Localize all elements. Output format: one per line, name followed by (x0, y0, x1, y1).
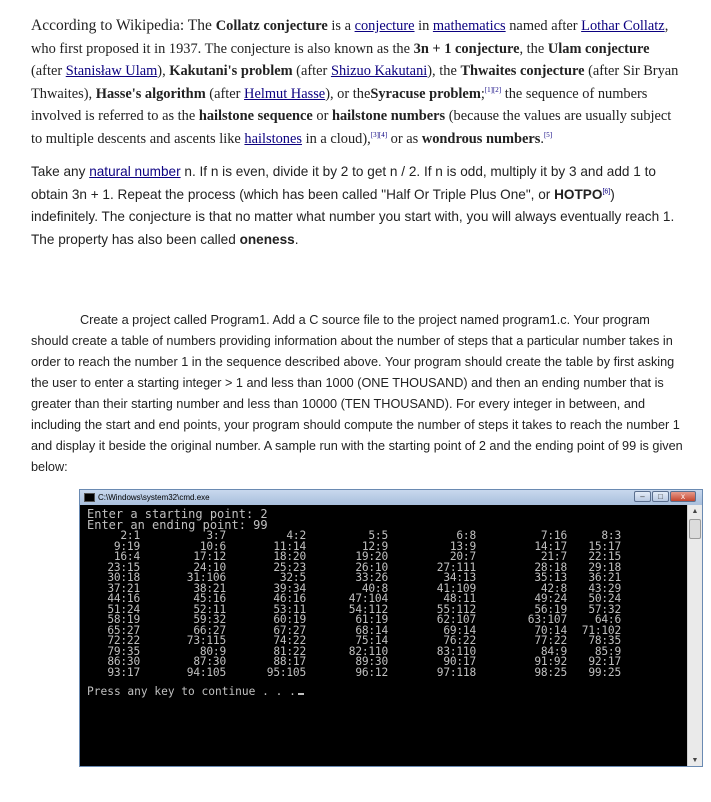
steps-cell: 59:32 (193, 613, 226, 626)
steps-cell: 83:110 (436, 644, 476, 658)
text-run: ), the (427, 63, 461, 79)
steps-cell: 11:14 (273, 539, 306, 553)
steps-cell: 9:19 (113, 539, 140, 553)
starting-point-prompt: Enter a starting point: 2 (87, 507, 268, 521)
steps-cell: 42:8 (540, 581, 567, 595)
text-run: in a cloud), (301, 130, 371, 147)
steps-cell: 84:9 (540, 644, 567, 658)
steps-cell: 90:17 (443, 655, 476, 668)
steps-column-2 (140, 531, 226, 678)
steps-column-1 (87, 531, 140, 678)
steps-cell: 10:6 (199, 539, 226, 553)
bold-term: wondrous numbers (421, 130, 541, 147)
text-run: , the (519, 40, 548, 57)
console-title-bar[interactable] (80, 490, 702, 505)
text-run: in (414, 18, 433, 34)
steps-cell: 45:16 (193, 592, 226, 605)
text-run: or (312, 108, 332, 124)
steps-column-3 (226, 531, 306, 678)
steps-cell: 33:26 (355, 571, 388, 584)
steps-cell: 19:20 (355, 550, 388, 563)
steps-cell: 49:24 (534, 592, 567, 605)
steps-cell: 44:16 (107, 592, 140, 605)
steps-cell: 76:22 (443, 634, 476, 647)
steps-cell: 65:27 (107, 623, 140, 637)
steps-cell: 69:14 (443, 623, 476, 637)
scroll-thumb[interactable] (689, 519, 701, 539)
steps-cell: 47:104 (348, 592, 388, 605)
steps-cell: 24:10 (193, 560, 226, 574)
text-run: ) indefinitely. The conjecture is that no matter what number you start with, you will always eventually reach 1. The property has also been called (31, 186, 675, 247)
steps-cell: 8:3 (601, 529, 621, 542)
steps-cell: 23:15 (107, 560, 140, 574)
steps-cell: 3:7 (206, 529, 226, 542)
steps-cell: 17:12 (193, 550, 226, 563)
maximize-button[interactable]: □ (652, 491, 669, 502)
steps-cell: 68:14 (355, 623, 388, 637)
wiki-link[interactable]: natural number (89, 164, 181, 179)
steps-cell: 61:19 (355, 613, 388, 626)
steps-cell: 60:19 (273, 613, 306, 626)
steps-cell: 16:4 (113, 550, 140, 563)
citation-ref[interactable]: [3][4] (370, 130, 388, 139)
steps-cell: 35:13 (534, 571, 567, 584)
wiki-link[interactable]: Helmut Hasse (244, 85, 326, 102)
steps-cell: 97:118 (436, 665, 476, 679)
citation-ref[interactable]: [6] (602, 187, 611, 195)
text-cursor (298, 693, 304, 695)
steps-cell: 95:105 (266, 665, 306, 679)
assignment-paragraph: Create a project called Program1. Add a C source file to the project named program1.c. Your program should create a table of numbers providing information about the number of steps that a particular number takes in order to reach the number 1 in the sequence described above. Your program should create the table by first asking the user to enter a starting integer > 1 and less than 1000 (ONE THOUSAND) and then an ending number that is greater than their starting number and less than 10000 (TEN THOUSAND). For every integer in between, and including the start and end points, your program should compute the number of steps it takes to reach the number 1 and display it beside the original number. A sample run with the starting point of 2 and the ending point of 99 is given below: (31, 313, 683, 474)
steps-cell: 92:17 (588, 655, 621, 668)
steps-cell: 80:9 (199, 644, 226, 658)
citation-ref[interactable]: [5] (543, 130, 553, 139)
minimize-button[interactable]: – (634, 491, 651, 502)
steps-cell: 54:112 (348, 602, 388, 616)
steps-cell: 56:19 (534, 602, 567, 616)
steps-cell: 25:23 (273, 560, 306, 574)
wiki-paragraph-1 (31, 15, 681, 150)
steps-cell: 4:2 (286, 529, 306, 542)
text-run: Take any (31, 164, 90, 179)
wiki-link[interactable]: Shizuo Kakutani (330, 63, 428, 79)
steps-cell: 39:34 (273, 581, 306, 595)
steps-cell: 85:9 (594, 644, 621, 658)
steps-cell: 29:18 (588, 560, 621, 574)
steps-cell: 91:92 (534, 655, 567, 668)
steps-cell: 77:22 (534, 634, 567, 647)
steps-cell: 51:24 (107, 602, 140, 616)
scroll-down-arrow-icon[interactable]: ▼ (691, 756, 699, 764)
steps-cell: 66:27 (193, 623, 226, 637)
steps-cell: 38:21 (193, 581, 226, 595)
console-window (79, 489, 703, 767)
steps-cell: 86:30 (107, 655, 140, 668)
text-run: ), (157, 63, 170, 79)
steps-column-6 (476, 531, 567, 678)
steps-cell: 70:14 (534, 623, 567, 637)
bold-term: oneness (239, 231, 295, 247)
steps-cell: 46:16 (273, 592, 306, 605)
scroll-up-arrow-icon[interactable]: ▲ (691, 507, 699, 515)
text-run: . (294, 231, 299, 247)
text-run: or as (387, 130, 422, 147)
steps-cell: 27:111 (436, 560, 476, 574)
steps-cell: 94:105 (186, 665, 226, 679)
steps-cell: 31:106 (186, 571, 226, 584)
wiki-link[interactable]: Stanisław Ulam (65, 63, 158, 79)
steps-cell: 12:9 (361, 539, 388, 553)
citation-ref[interactable]: [1][2] (484, 85, 502, 94)
steps-cell: 40:8 (361, 581, 388, 595)
steps-cell: 30:18 (107, 571, 140, 584)
steps-cell: 6:8 (456, 529, 476, 542)
steps-table (87, 531, 688, 678)
steps-cell: 14:17 (534, 539, 567, 553)
steps-cell: 34:13 (443, 571, 476, 584)
console-title: C:\Windows\system32\cmd.exe (98, 493, 210, 502)
text-run: ; (480, 85, 485, 102)
text-run: (after (292, 63, 331, 79)
steps-cell: 52:11 (193, 602, 226, 616)
console-app-icon (84, 493, 95, 502)
steps-cell: 98:25 (534, 665, 567, 679)
bold-term: Syracuse problem (370, 85, 481, 102)
steps-cell: 74:22 (273, 634, 306, 647)
bold-term: hailstone sequence (198, 108, 313, 124)
steps-cell: 93:17 (107, 665, 140, 679)
steps-cell: 28:18 (534, 560, 567, 574)
steps-cell: 20:7 (449, 550, 476, 563)
steps-cell: 7:16 (540, 529, 567, 542)
text-run: named after (505, 18, 582, 34)
bold-term: Kakutani's problem (169, 63, 293, 79)
steps-cell: 5:5 (368, 529, 388, 542)
assignment-text (31, 310, 686, 478)
steps-cell: 89:30 (355, 655, 388, 668)
bold-term: 3n + 1 conjecture (413, 40, 520, 57)
text-run: . (540, 130, 544, 147)
press-any-key-line (87, 686, 688, 697)
bold-term: Thwaites conjecture (460, 63, 585, 79)
steps-cell: 62:107 (436, 613, 476, 626)
steps-column-4 (306, 531, 388, 678)
steps-cell: 71:102 (581, 623, 621, 637)
steps-cell: 63:107 (527, 613, 567, 626)
steps-cell: 79:35 (107, 644, 140, 658)
steps-cell: 82:110 (348, 644, 388, 658)
steps-cell: 50:24 (588, 592, 621, 605)
text-run: n. If n is even, divide it by 2 to get n / 2. If n is odd, multiply it by 3 and add 1 to obtain 3n + 1. Repeat the process (which has been called "Half Or Triple Plus One", or (31, 164, 656, 202)
steps-cell: 13:9 (449, 539, 476, 553)
close-button[interactable]: x (670, 491, 696, 502)
steps-cell: 15:17 (588, 539, 621, 553)
steps-cell: 36:21 (588, 571, 621, 584)
steps-cell: 21:7 (540, 550, 567, 563)
steps-cell: 99:25 (588, 665, 621, 679)
text-run: (because the values are usually subject to multiple descents and ascents like (31, 108, 672, 147)
steps-cell: 64:6 (594, 613, 621, 626)
text-run: , who first proposed it in 1937. The conjecture is also known as the (31, 18, 669, 57)
steps-cell: 73:115 (186, 634, 226, 647)
steps-cell: 41:109 (436, 581, 476, 595)
steps-cell: 37:21 (107, 581, 140, 595)
steps-cell: 88:17 (273, 655, 306, 668)
steps-cell: 78:35 (588, 634, 621, 647)
steps-cell: 55:112 (436, 602, 476, 616)
vertical-scrollbar[interactable] (687, 505, 702, 766)
steps-cell: 58:19 (107, 613, 140, 626)
steps-cell: 57:32 (588, 602, 621, 616)
steps-cell: 22:15 (588, 550, 621, 563)
text-run: According to Wikipedia: The (31, 17, 216, 34)
wiki-paragraph-2 (31, 161, 681, 251)
steps-cell: 75:14 (355, 634, 388, 647)
bold-term: Hasse's algorithm (95, 85, 206, 102)
steps-cell: 32:5 (279, 571, 306, 584)
wiki-link[interactable]: conjecture (354, 18, 415, 34)
steps-cell: 48:11 (443, 592, 476, 605)
steps-cell: 18:20 (273, 550, 306, 563)
text-run: (after (31, 63, 66, 79)
window-controls (634, 491, 696, 502)
ending-point-prompt: Enter an ending point: 99 (87, 517, 268, 532)
text-run: (after (205, 85, 245, 102)
steps-cell: 96:12 (355, 665, 388, 679)
steps-cell: 2:1 (120, 529, 140, 542)
wiki-link[interactable]: hailstones (244, 130, 302, 147)
steps-column-5 (388, 531, 476, 678)
wiki-link[interactable]: mathematics (432, 18, 506, 34)
steps-column-7 (567, 531, 621, 678)
wikipedia-excerpt (31, 15, 681, 251)
bold-term: Collatz conjecture (215, 18, 328, 34)
steps-cell: 81:22 (273, 644, 306, 658)
bold-term: hailstone numbers (331, 108, 446, 124)
steps-cell: 87:30 (193, 655, 226, 668)
text-run: (after Sir Bryan Thwaites), (31, 63, 679, 102)
steps-cell: 67:27 (273, 623, 306, 637)
text-run: the sequence of numbers involved is referred to as the (31, 85, 648, 124)
text-run: ), or the (325, 85, 371, 102)
bold-term: HOTPO (554, 186, 603, 202)
steps-cell: 26:10 (355, 560, 388, 574)
wiki-link[interactable]: Lothar Collatz (581, 18, 665, 34)
steps-cell: 72:22 (107, 634, 140, 647)
press-any-key-text: Press any key to continue . . . (87, 685, 296, 698)
steps-cell: 53:11 (273, 602, 306, 616)
steps-cell: 43:29 (588, 581, 621, 595)
console-output (80, 505, 688, 766)
text-run: is a (327, 18, 355, 34)
bold-term: Ulam conjecture (547, 40, 650, 57)
